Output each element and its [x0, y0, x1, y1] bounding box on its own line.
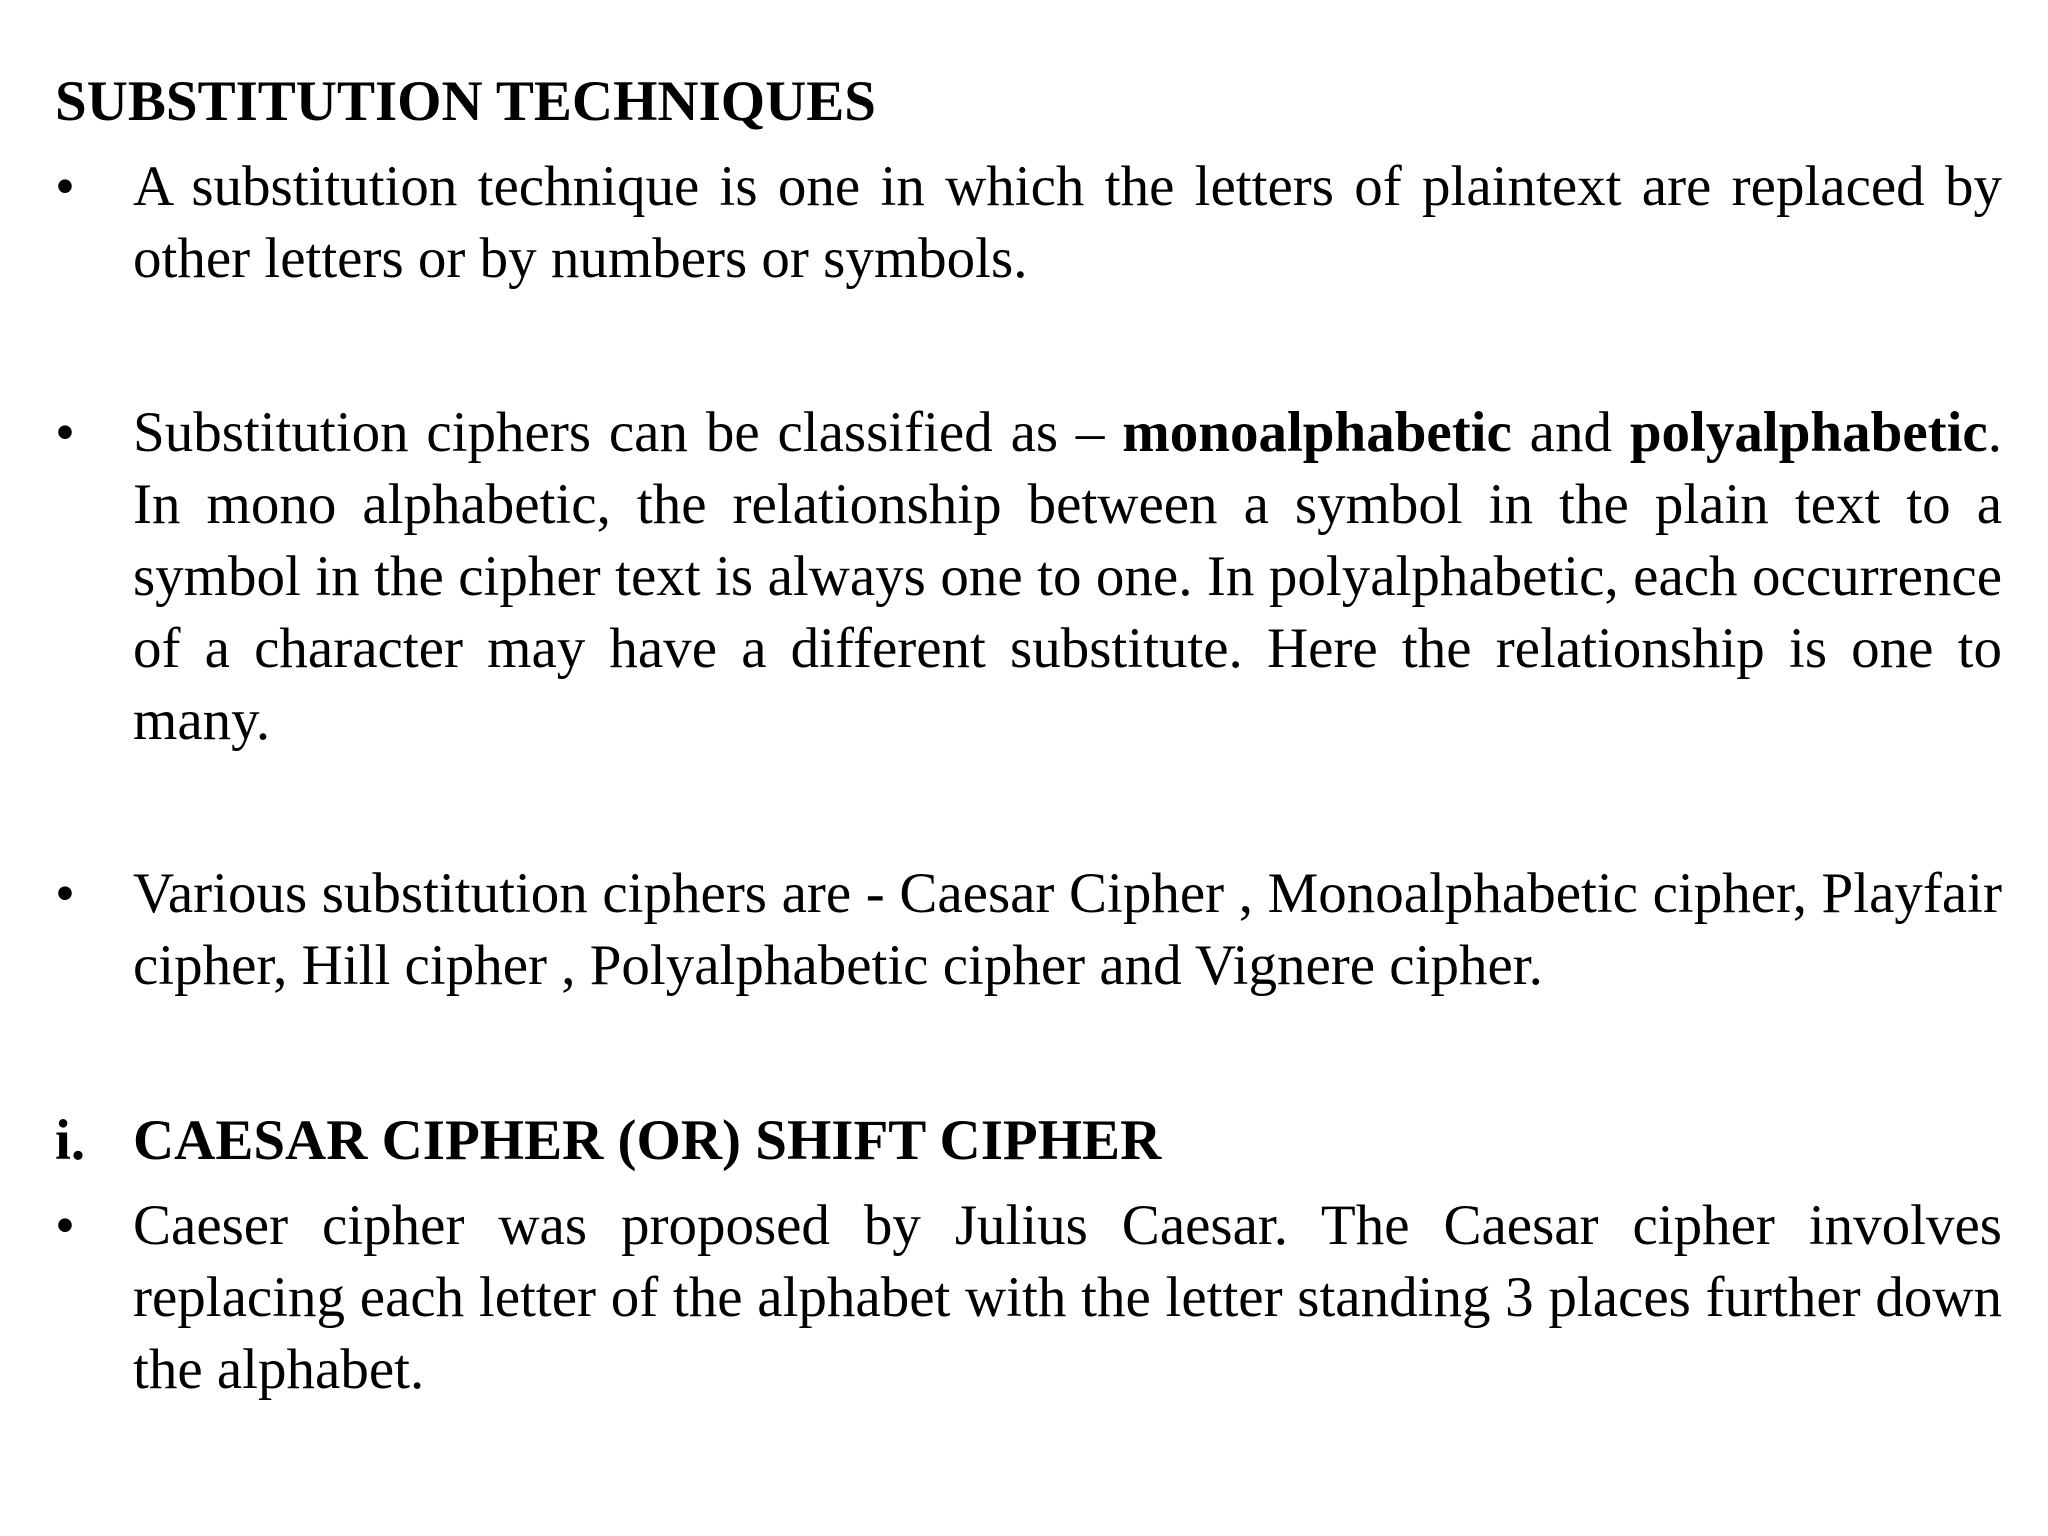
bullet-text-caesar: Caeser cipher was proposed by Julius Caesar. The Caesar cipher involves replacing each letter of the alphabet with the letter standing 3 places further down the alphabet.: [133, 1194, 2002, 1401]
bullet-text-cipher-list: Various substitution ciphers are - Caesar Cipher , Monoalphabetic cipher, Playfair cipher, Hill cipher , Polyalphabetic cipher and Vignere cipher.: [133, 862, 2002, 997]
page-title: SUBSTITUTION TECHNIQUES: [55, 70, 876, 133]
classification-text-rest: . In mono alphabetic, the relationship between a symbol in the plain text to a symbol in the cipher text is always one to one. In polyalphabetic, each occurrence of a character may have a different substitute. Here the relationship is one to many.: [133, 401, 2002, 752]
bullet-item-caesar: [55, 1190, 2002, 1406]
term-monoalphabetic: monoalphabetic: [1122, 401, 1512, 464]
section-title: CAESAR CIPHER (OR) SHIFT CIPHER: [133, 1109, 1162, 1172]
bullet-item-cipher-list: [55, 858, 2002, 1002]
section-heading-caesar: [55, 1105, 2002, 1177]
bullet-item-classification: [55, 397, 2002, 757]
classification-text-start: Substitution ciphers can be classified as –: [133, 401, 1123, 464]
bullet-marker: •: [55, 862, 75, 925]
bullet-marker: •: [55, 1194, 75, 1257]
bullet-text-definition: A substitution technique is one in which the letters of plaintext are replaced by other letters or by numbers or symbols.: [133, 155, 2002, 290]
bullet-item-definition: [55, 151, 2002, 295]
bullet-text-classification: [133, 397, 2002, 757]
bullet-marker: •: [55, 401, 75, 464]
section-number: i.: [55, 1109, 86, 1172]
bullet-marker: •: [55, 155, 75, 218]
term-polyalphabetic: polyalphabetic: [1629, 401, 1988, 464]
classification-text-and: and: [1511, 401, 1630, 464]
